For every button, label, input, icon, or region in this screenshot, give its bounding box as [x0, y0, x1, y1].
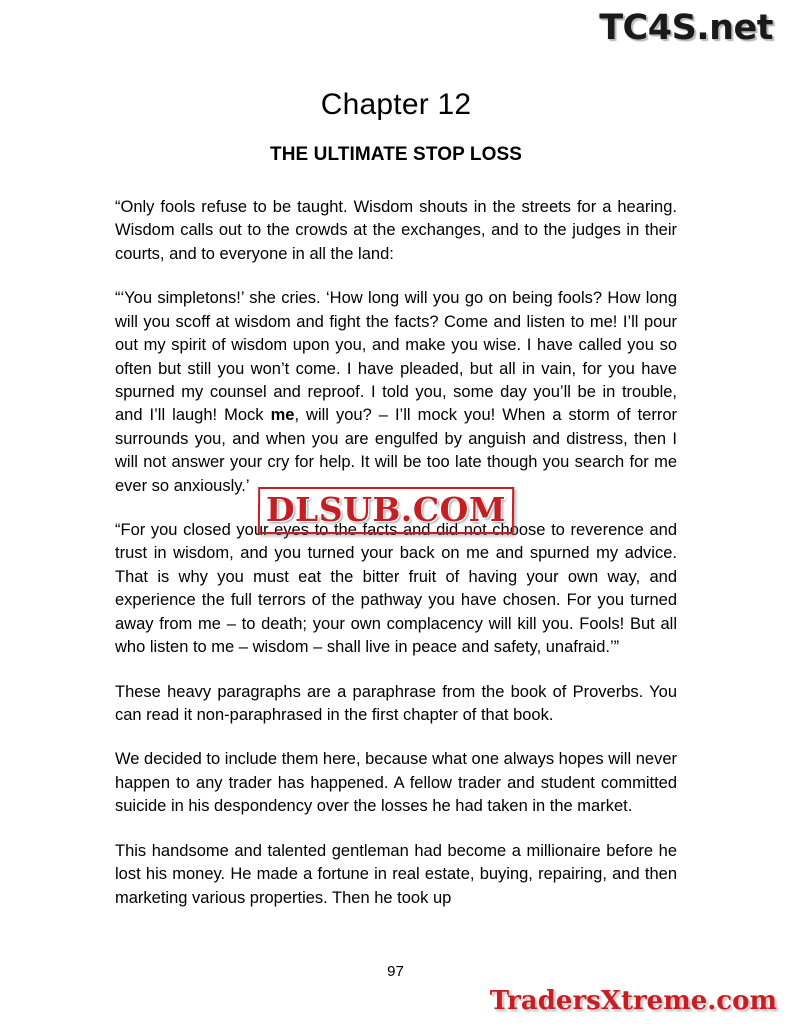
- paragraph-4: These heavy paragraphs are a paraphrase from the book of Proverbs. You can read it non-paraphrased in the first chapter of that book.: [115, 682, 677, 725]
- center-stamp-watermark: DLSUB.COM: [258, 487, 514, 534]
- bottom-right-watermark: TradersXtreme.com: [489, 986, 777, 1016]
- paragraph-1: “Only fools refuse to be taught. Wisdom shouts in the streets for a hearing. Wisdom calls out to the crowds at the exchanges, and to the judges in their courts, and to everyone in all the land:: [115, 198, 677, 263]
- paragraph-2: [115, 287, 677, 498]
- chapter-title: Chapter 12: [320, 88, 472, 121]
- paragraph-5: We decided to include them here, because what one always hopes will never happen to any trader has happened. A fellow trader and student committed suicide in his despondency over the losses he had taken in the market.: [115, 750, 677, 816]
- paragraph-6: This handsome and talented gentleman had become a millionaire before he lost his money. He made a fortune in real estate, buying, repairing, and then marketing various properties. Then he took up: [115, 841, 677, 907]
- paragraph-2-part-1: “‘You simpletons!’ she cries. ‘How long will you go on being fools? How long will you scoff at wisdom and fight the facts? Come and listen to me! I’ll pour out my spirit of wisdom upon you, and make you wise. I have called you so often but still you won’t come. I have pleaded, but all in vain, for you have spurned my counsel and reproof. I told you, some day you’ll be in trouble, and I’ll laugh! Mock: [115, 289, 677, 425]
- paragraph-2-emphasis: me: [270, 406, 295, 425]
- paragraph-3: “For you closed your eyes to the facts and did not choose to reverence and trust in wisdom, and you turned your back on me and spurned my advice. That is why you must eat the bitter fruit of having your own way, and experience the full terrors of the pathway you have chosen. For you turned away from me – to death; your own complacency will kill you. Fools! But all who listen to me – wisdom – shall live in peace and safety, unafraid.’”: [115, 521, 677, 657]
- page-number: 97: [387, 963, 404, 980]
- paragraph-2-part-2: , will you? – I’ll mock you! When a storm of terror surrounds you, and when you are engulfed by anguish and distress, then I will not answer your cry for help. It will be too late though you search for me ever so anxiously.’: [115, 406, 678, 495]
- chapter-subtitle: THE ULTIMATE STOP LOSS: [269, 144, 523, 165]
- top-right-watermark: TC4S.net: [599, 8, 773, 48]
